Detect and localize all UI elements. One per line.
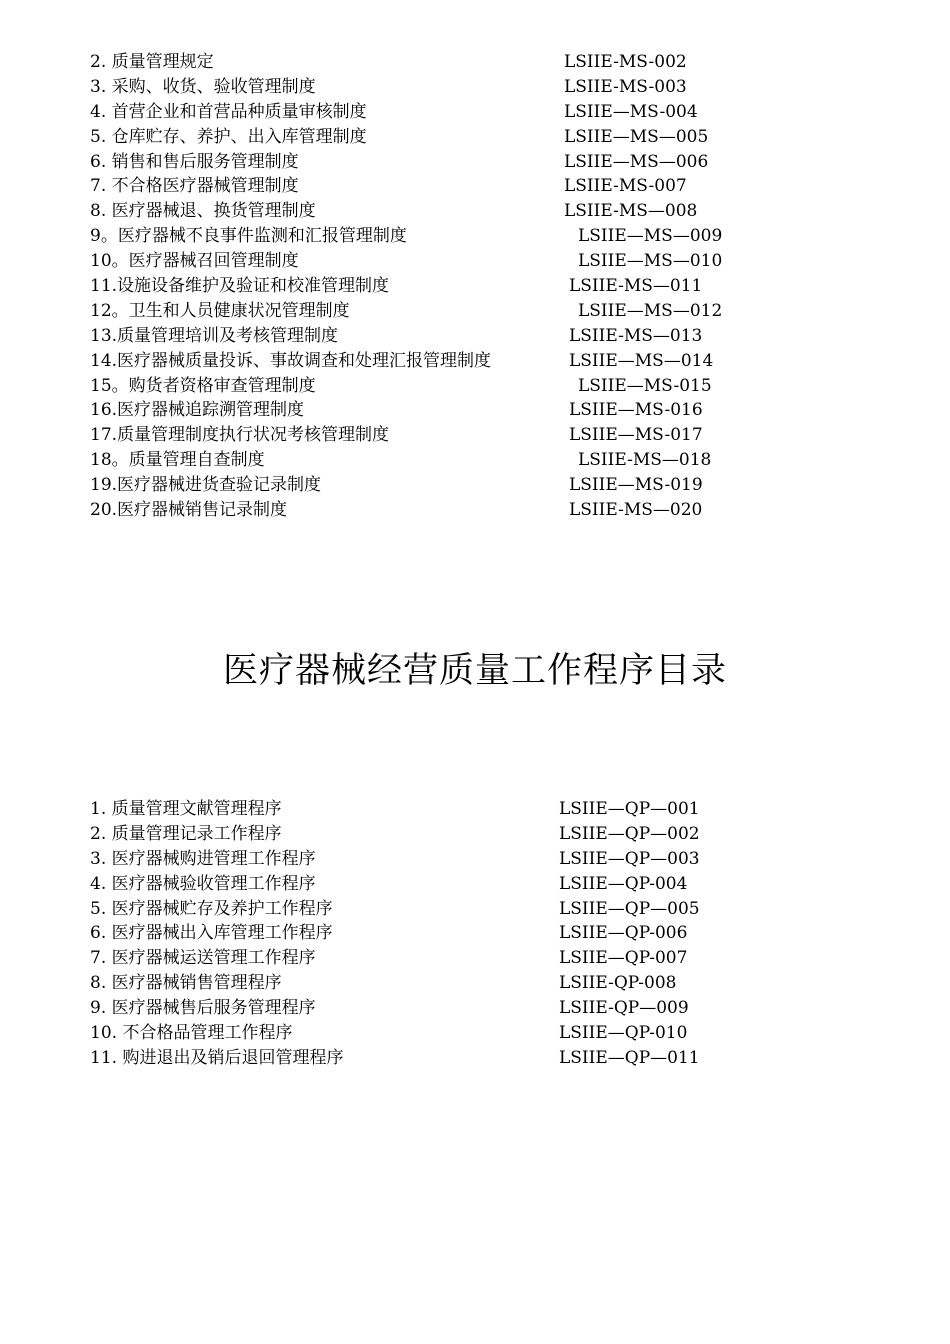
item-label: 6. 医疗器械出入库管理工作程序 xyxy=(90,923,333,944)
item-code: LSIIE—QP-004 xyxy=(559,873,688,894)
item-code: LSIIE—MS—010 xyxy=(578,251,723,272)
item-code: LSIIE—MS—009 xyxy=(578,226,723,247)
item-label: 8. 医疗器械销售管理程序 xyxy=(90,973,282,994)
item-code: LSIIE—QP—002 xyxy=(559,823,700,844)
item-label: 4. 首营企业和首营品种质量审核制度 xyxy=(90,101,367,122)
item-code: LSIIE-QP—009 xyxy=(559,998,689,1019)
item-code: LSIIE—QP—001 xyxy=(559,799,700,819)
item-label: 8. 医疗器械退、换货管理制度 xyxy=(90,201,316,222)
item-code: LSIIE—QP—011 xyxy=(559,1047,700,1068)
item-label: 16.医疗器械追踪溯管理制度 xyxy=(90,400,305,421)
item-code: LSIIE—MS—005 xyxy=(564,126,709,147)
item-code: LSIIE-MS—020 xyxy=(569,500,703,521)
item-code: LSIIE—MS—006 xyxy=(564,151,709,172)
item-label: 9。医疗器械不良事件监测和汇报管理制度 xyxy=(90,226,407,247)
item-label: 2. 质量管理记录工作程序 xyxy=(90,823,282,844)
item-label: 5. 医疗器械贮存及养护工作程序 xyxy=(90,898,333,919)
item-code: LSIIE—QP—005 xyxy=(559,898,700,919)
item-code: LSIIE-QP-008 xyxy=(559,973,677,994)
item-code: LSIIE—MS—014 xyxy=(569,350,714,371)
item-label: 13.质量管理培训及考核管理制度 xyxy=(90,325,339,346)
item-label: 14.医疗器械质量投诉、事故调查和处理汇报管理制度 xyxy=(90,350,492,371)
item-label: 3. 医疗器械购进管理工作程序 xyxy=(90,848,316,869)
item-label: 5. 仓库贮存、养护、出入库管理制度 xyxy=(90,126,367,147)
item-label: 11.设施设备维护及验证和校准管理制度 xyxy=(90,276,390,297)
item-label: 7. 医疗器械运送管理工作程序 xyxy=(90,948,316,969)
item-label: 15。购货者资格审查管理制度 xyxy=(90,375,316,396)
item-code: LSIIE-MS-002 xyxy=(564,52,687,72)
item-code: LSIIE—QP-006 xyxy=(559,923,688,944)
item-code: LSIIE-MS—013 xyxy=(569,325,703,346)
item-code: LSIIE—MS-019 xyxy=(569,475,703,496)
item-code: LSIIE-MS—011 xyxy=(569,276,703,297)
item-label: 17.质量管理制度执行状况考核管理制度 xyxy=(90,425,390,446)
item-code: LSIIE—MS-016 xyxy=(569,400,703,421)
item-code: LSIIE—QP—003 xyxy=(559,848,700,869)
item-label: 4. 医疗器械验收管理工作程序 xyxy=(90,873,316,894)
item-code: LSIIE—MS-004 xyxy=(564,101,698,122)
item-code: LSIIE-MS-003 xyxy=(564,76,687,97)
item-code: LSIIE—MS-017 xyxy=(569,425,703,446)
page-title: 医疗器械经营质量工作程序目录 xyxy=(222,651,727,691)
item-label: 12。卫生和人员健康状况管理制度 xyxy=(90,300,350,321)
item-label: 10。医疗器械召回管理制度 xyxy=(90,251,299,272)
item-label: 6. 销售和售后服务管理制度 xyxy=(90,151,299,172)
item-code: LSIIE—MS—012 xyxy=(578,300,723,321)
item-label: 1. 质量管理文献管理程序 xyxy=(90,799,282,819)
item-label: 7. 不合格医疗器械管理制度 xyxy=(90,176,299,197)
item-label: 2. 质量管理规定 xyxy=(90,52,214,72)
item-code: LSIIE—QP-007 xyxy=(559,948,688,969)
item-label: 20.医疗器械销售记录制度 xyxy=(90,500,288,521)
item-label: 10. 不合格品管理工作程序 xyxy=(90,1023,293,1044)
item-label: 18。质量管理自查制度 xyxy=(90,450,265,471)
item-label: 3. 采购、收货、验收管理制度 xyxy=(90,76,316,97)
item-label: 11. 购进退出及销后退回管理程序 xyxy=(90,1047,344,1068)
item-code: LSIIE-MS-007 xyxy=(564,176,687,197)
item-label: 9. 医疗器械售后服务管理程序 xyxy=(90,998,316,1019)
item-label: 19.医疗器械进货查验记录制度 xyxy=(90,475,322,496)
item-code: LSIIE-MS—018 xyxy=(578,450,712,471)
item-code: LSIIE-MS—008 xyxy=(564,201,698,222)
item-code: LSIIE—MS-015 xyxy=(578,375,712,396)
item-code: LSIIE—QP-010 xyxy=(559,1023,688,1044)
